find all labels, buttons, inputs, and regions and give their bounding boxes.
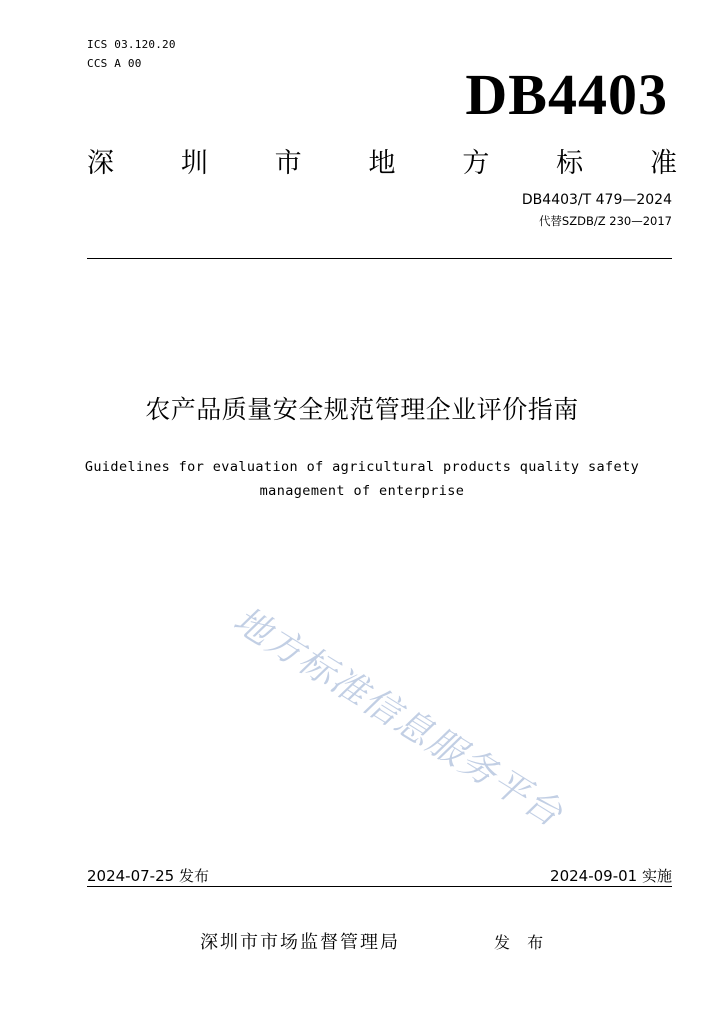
- standard-type: [87, 142, 677, 178]
- ics-code: ICS 03.120.20: [87, 38, 176, 51]
- document-title-cn: 农产品质量安全规范管理企业评价指南: [145, 395, 579, 424]
- footer-divider: [87, 886, 672, 887]
- issue-label: 发 布: [494, 933, 550, 952]
- issue-date: 2024-07-25 发布: [87, 867, 209, 885]
- standard-type-char: 准: [649, 147, 677, 179]
- standard-type-char: 地: [368, 147, 396, 179]
- replaced-standard: 代替SZDB/Z 230—2017: [538, 214, 672, 228]
- standard-number: DB4403/T 479—2024: [521, 192, 672, 208]
- issuing-authority: 深圳市市场监督管理局: [200, 932, 400, 953]
- header-divider: [87, 258, 672, 259]
- watermark: 地方标准信息服务平台: [226, 599, 571, 836]
- standard-type-char: 圳: [180, 147, 208, 179]
- document-title-en: Guidelines for evaluation of agricultural products quality safety management of enterprise: [84, 459, 640, 499]
- implementation-date: 2024-09-01 实施: [550, 867, 672, 885]
- standard-type-char: 标: [556, 147, 584, 179]
- standard-code: DB4403: [465, 62, 668, 127]
- ccs-code: CCS A 00: [87, 57, 142, 70]
- standard-type-char: 深: [87, 147, 114, 179]
- standard-type-char: 方: [462, 147, 490, 179]
- standard-type-char: 市: [274, 147, 302, 179]
